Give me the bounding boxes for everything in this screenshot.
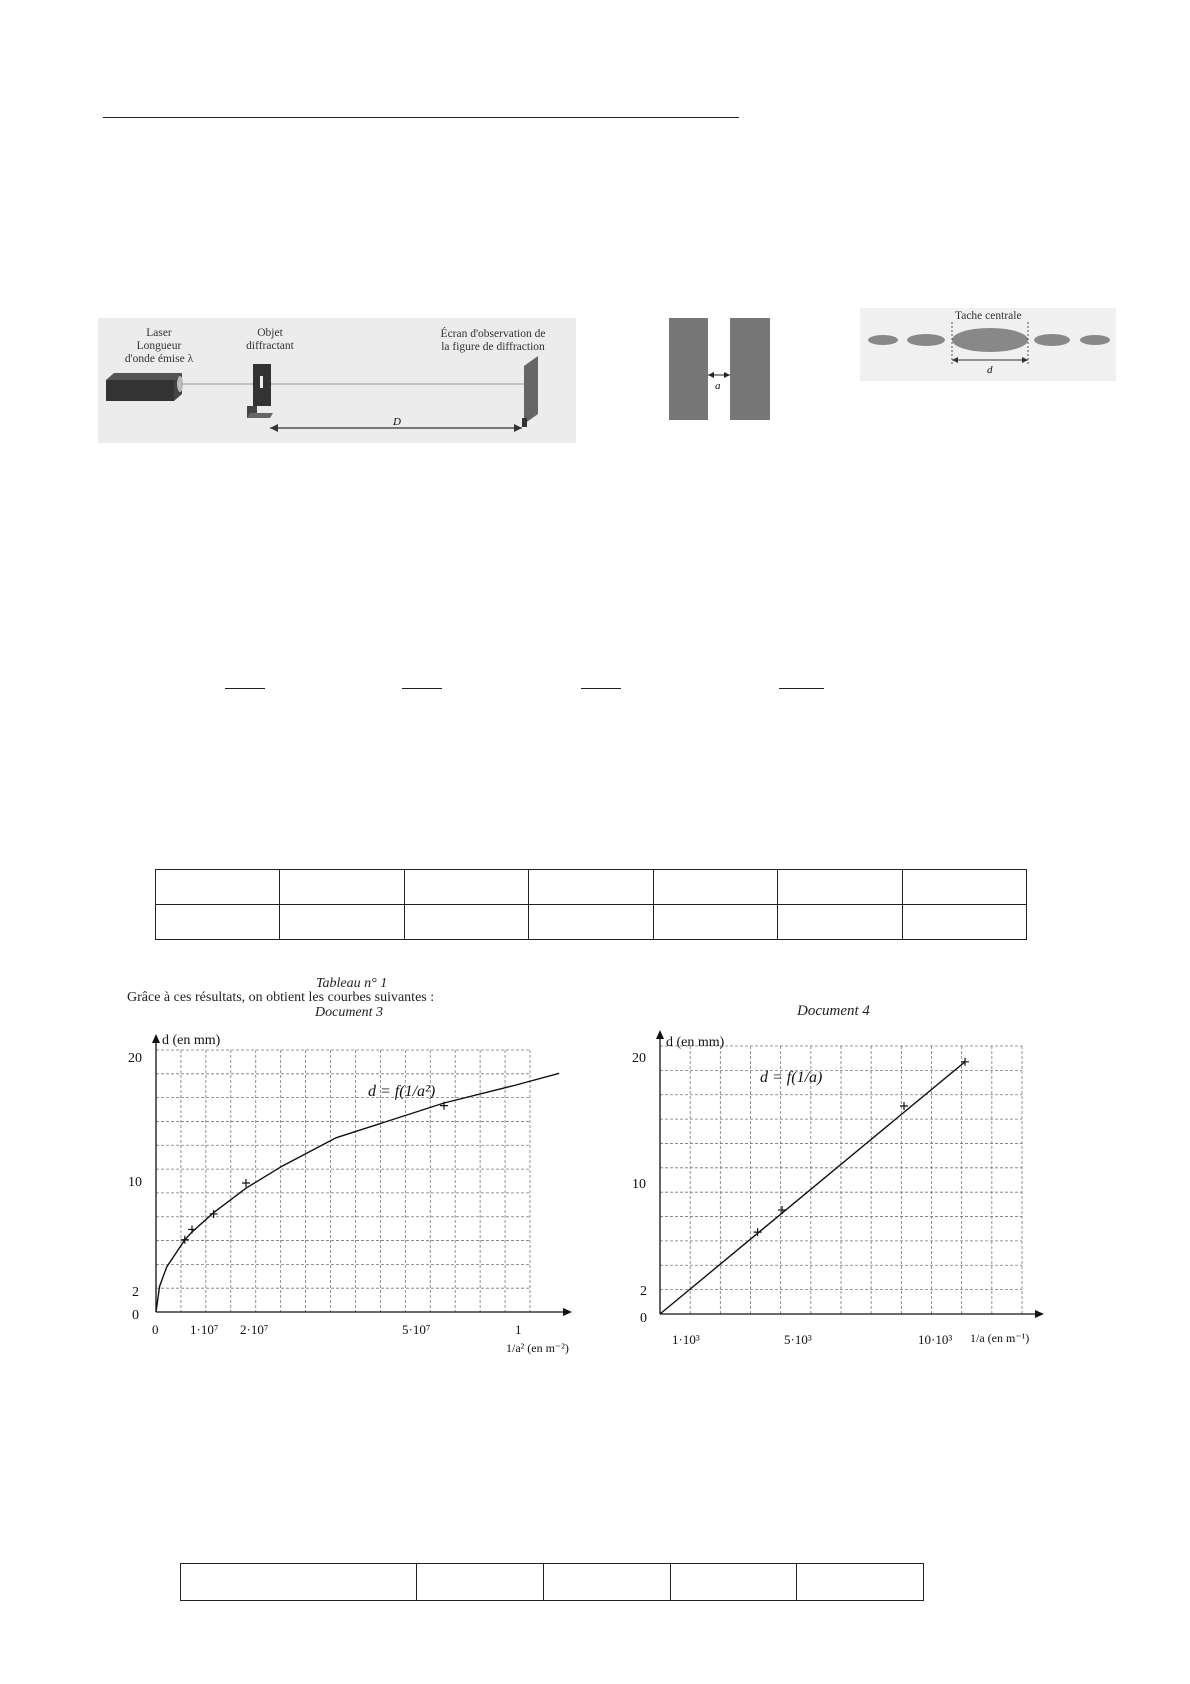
table-cell bbox=[670, 1564, 797, 1601]
table-cell bbox=[280, 905, 404, 940]
table-cell bbox=[902, 905, 1026, 940]
laser-label-2: Longueur bbox=[136, 340, 182, 352]
x-axis-label: 1/a (en m⁻¹) bbox=[970, 1331, 1030, 1345]
x-tick-5e7: 5·10⁷ bbox=[402, 1322, 431, 1337]
table-cell bbox=[280, 870, 404, 905]
top-rule bbox=[103, 117, 739, 118]
table-cell bbox=[778, 870, 902, 905]
table-cell bbox=[529, 905, 653, 940]
y-axis-label: d (en mm) bbox=[162, 1033, 221, 1048]
object-label-1: Objet bbox=[257, 327, 283, 339]
curve-label: d = f(1/a) bbox=[760, 1069, 823, 1086]
curve-label: d = f(1/a²) bbox=[368, 1083, 436, 1100]
laser-label-3: d'onde émise λ bbox=[124, 353, 194, 365]
doc3-title: Document 3 bbox=[315, 1005, 384, 1020]
y-tick-10: 10 bbox=[632, 1177, 646, 1192]
x-tick-1e3: 1·10³ bbox=[672, 1332, 700, 1347]
fraction-bar-4 bbox=[779, 688, 824, 689]
pattern-width-label: d bbox=[987, 364, 993, 376]
y-axis-label: d (en mm) bbox=[666, 1035, 725, 1050]
laser-label-1: Laser bbox=[146, 327, 172, 339]
chart-document-4 bbox=[630, 1016, 1070, 1366]
intro-text: Grâce à ces résultats, on obtient les courbes suivantes : bbox=[127, 990, 435, 1005]
fraction-bar-2 bbox=[402, 688, 442, 689]
y-tick-20: 20 bbox=[632, 1051, 646, 1066]
setup-drawing bbox=[98, 318, 576, 443]
x-tick-1: 1 bbox=[515, 1322, 522, 1337]
chart-grid bbox=[660, 1046, 1022, 1314]
y-tick-20: 20 bbox=[128, 1051, 142, 1066]
table-cell bbox=[529, 870, 653, 905]
object-label-2: diffractant bbox=[246, 340, 294, 352]
x-tick-1e7: 1·10⁷ bbox=[190, 1322, 219, 1337]
table-cell bbox=[404, 870, 528, 905]
data-point-marker bbox=[778, 1206, 786, 1214]
x-tick-10e3: 10·10³ bbox=[918, 1332, 953, 1347]
data-point-marker bbox=[188, 1225, 196, 1233]
y-tick-2: 2 bbox=[132, 1285, 139, 1300]
table-cell bbox=[653, 870, 777, 905]
distance-label: D bbox=[393, 416, 401, 428]
table-cell bbox=[417, 1564, 544, 1601]
x-tick-0: 0 bbox=[152, 1322, 159, 1337]
results-table bbox=[180, 1563, 924, 1601]
setup-diagram bbox=[98, 318, 576, 443]
table-row bbox=[181, 1564, 924, 1601]
table-cell bbox=[156, 905, 280, 940]
screen-label-2: la figure de diffraction bbox=[441, 341, 545, 353]
y-tick-0: 0 bbox=[132, 1308, 139, 1323]
table-cell bbox=[181, 1564, 417, 1601]
chart-document-3 bbox=[118, 1022, 588, 1362]
x-tick-2e7: 2·10⁷ bbox=[240, 1322, 269, 1337]
table-cell bbox=[544, 1564, 671, 1601]
x-axis-label: 1/a² (en m⁻²) bbox=[506, 1341, 569, 1355]
y-tick-0: 0 bbox=[640, 1311, 647, 1326]
curve-d-vs-inv-a bbox=[660, 1062, 965, 1314]
fraction-bar-3 bbox=[581, 688, 621, 689]
y-tick-2: 2 bbox=[640, 1284, 647, 1299]
table-caption: Tableau n° 1 bbox=[316, 976, 388, 991]
fraction-bar-1 bbox=[225, 688, 265, 689]
table-cell bbox=[902, 870, 1026, 905]
table-row bbox=[156, 905, 1027, 940]
slit-diagram bbox=[669, 318, 770, 420]
slit-width-label: a bbox=[715, 380, 721, 392]
diffraction-pattern bbox=[860, 308, 1116, 381]
table-cell bbox=[778, 905, 902, 940]
table-cell bbox=[156, 870, 280, 905]
central-spot-label: Tache centrale bbox=[955, 310, 1022, 322]
table-cell bbox=[404, 905, 528, 940]
x-tick-5e3: 5·10³ bbox=[784, 1332, 812, 1347]
screen-label-1: Écran d'observation de bbox=[440, 328, 546, 340]
measurements-table bbox=[155, 869, 1027, 940]
doc4-title: Document 4 bbox=[797, 1003, 870, 1019]
table-row bbox=[156, 870, 1027, 905]
y-tick-10: 10 bbox=[128, 1175, 142, 1190]
table-cell bbox=[797, 1564, 924, 1601]
chart-grid bbox=[156, 1050, 530, 1312]
table-cell bbox=[653, 905, 777, 940]
